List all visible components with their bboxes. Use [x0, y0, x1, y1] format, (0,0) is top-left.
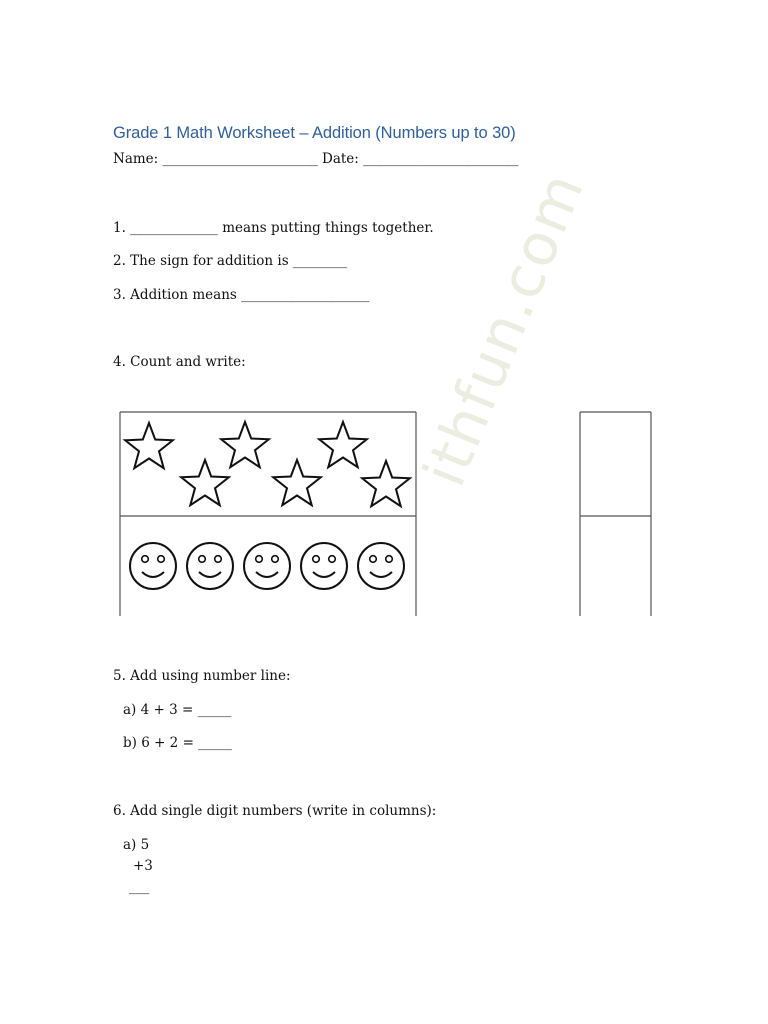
smiley-icon — [187, 543, 233, 589]
star-icon — [221, 422, 269, 467]
question-5a: a) 4 + 3 = _____ — [123, 702, 232, 718]
question-6a-first-number: a) 5 — [123, 837, 150, 853]
smiley-icon — [358, 543, 404, 589]
question-3: 3. Addition means ___________________ — [113, 287, 370, 303]
star-icon — [181, 460, 229, 505]
watermark: ithfun.com — [410, 162, 598, 496]
smiley-icon — [301, 543, 347, 589]
question-6: 6. Add single digit numbers (write in columns): — [113, 803, 437, 819]
question-2: 2. The sign for addition is ________ — [113, 253, 347, 269]
smiley-icon — [244, 543, 290, 589]
question-6a-second-number: +3 — [133, 858, 153, 874]
date-field-label: Date: _______________________ — [322, 151, 519, 167]
worksheet-title: Grade 1 Math Worksheet – Addition (Numbers up to 30) — [113, 124, 516, 142]
star-icon — [362, 461, 410, 506]
question-5: 5. Add using number line: — [113, 668, 291, 684]
question-6a-answer-line: ___ — [129, 879, 150, 895]
star-icon — [273, 460, 321, 505]
question-1: 1. _____________ means putting things together. — [113, 220, 434, 236]
question-4: 4. Count and write: — [113, 354, 246, 370]
star-icon — [319, 422, 367, 467]
question-5b: b) 6 + 2 = _____ — [123, 735, 232, 751]
star-icon — [125, 423, 173, 468]
smiley-icon — [130, 543, 176, 589]
name-field-label: Name: _______________________ — [113, 151, 318, 167]
